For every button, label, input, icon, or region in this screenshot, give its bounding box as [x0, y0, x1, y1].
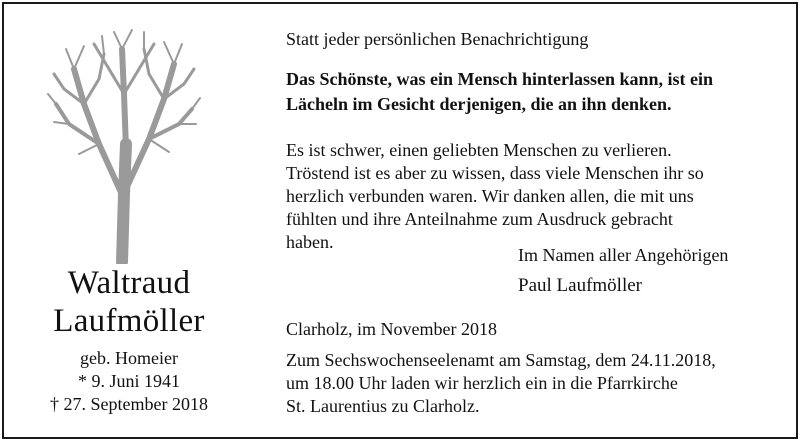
- service-notice: [286, 349, 796, 418]
- obituary-card: [2, 2, 798, 439]
- signature-name: Paul Laufmöller: [518, 275, 642, 296]
- deceased-last-name: Laufmöller: [53, 303, 205, 339]
- place-date: Clarholz, im November 2018: [286, 319, 497, 339]
- message-line: fühlten und ihre Anteilnahme zum Ausdruck gebracht: [286, 209, 673, 229]
- quote-line: Lächeln im Gesicht derjenigen, die an ihn denken.: [286, 94, 672, 114]
- deceased-first-name: Waltraud: [67, 265, 191, 301]
- birth-name: geb. Homeier: [80, 348, 178, 368]
- death-date: † 27. September 2018: [50, 394, 208, 414]
- message-line: herzlich verbunden waren. Wir danken allen, die mit uns: [286, 186, 694, 206]
- service-line: St. Laurentius zu Clarholz.: [286, 396, 480, 416]
- header-line: Statt jeder persönlichen Benachrichtigung: [286, 29, 589, 49]
- tree-icon: [44, 24, 204, 264]
- message-line: haben.: [286, 232, 334, 252]
- signature-label: Im Namen aller Angehörigen: [518, 245, 729, 265]
- birth-date: * 9. Juni 1941: [77, 371, 180, 391]
- message-line: Es ist schwer, einen geliebten Menschen zu verlieren.: [286, 140, 672, 160]
- message-line: Tröstend ist es aber zu wissen, dass viele Menschen ihr so: [286, 163, 704, 183]
- service-line: um 18.00 Uhr laden wir herzlich ein in die Pfarrkirche: [286, 373, 678, 393]
- quote: [286, 67, 713, 117]
- quote-line: Das Schönste, was ein Mensch hinterlassen kann, ist ein: [286, 69, 714, 89]
- service-line: Zum Sechswochenseelenamt am Samstag, dem 24.11.2018,: [286, 350, 716, 370]
- message: [286, 139, 786, 254]
